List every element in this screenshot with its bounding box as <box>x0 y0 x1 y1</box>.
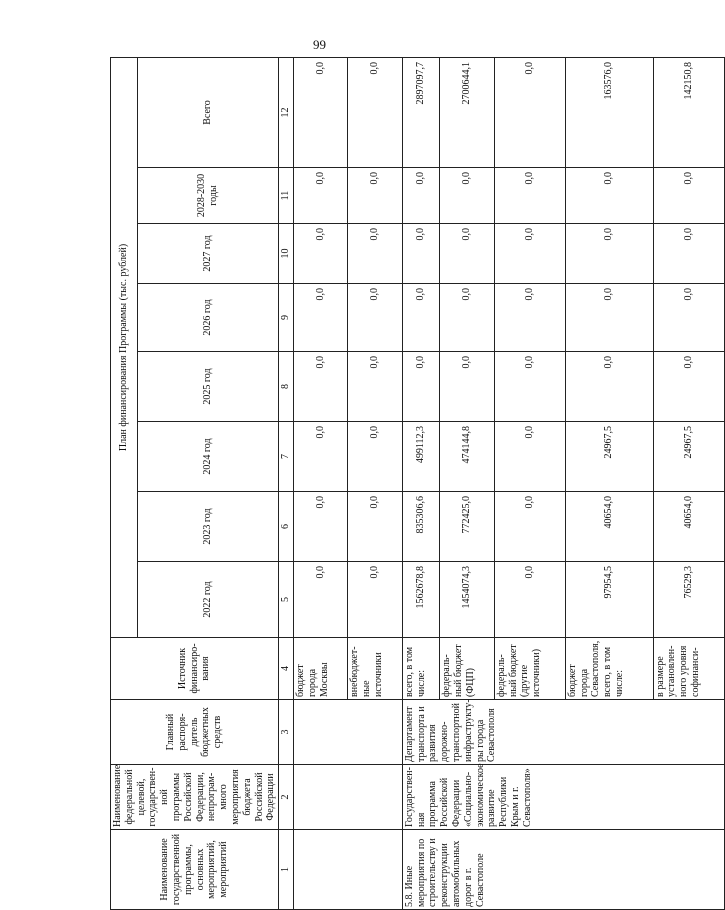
value-cell: 0,0 <box>440 284 494 352</box>
value-cell: 0,0 <box>653 284 724 352</box>
source-cell: федераль-ный бюджет (другие источники) <box>494 638 565 700</box>
value-cell: 0,0 <box>653 352 724 422</box>
value-cell: 1454074,3 <box>440 562 494 638</box>
value-cell: 0,0 <box>440 168 494 224</box>
federal-program-cell: Государствен-ная программа Российской Федерации «Социально-экономическое развитие Республики Крым и г. Севастополя» <box>402 765 724 830</box>
header-year: 2028-2030 годы <box>138 168 279 224</box>
header-source: Источник финансиро-вания <box>111 638 279 700</box>
value-cell: 0,0 <box>565 352 653 422</box>
value-cell: 0,0 <box>565 224 653 284</box>
header-financing-plan: План финансирования Программы (тыс. рублей) <box>111 57 138 637</box>
value-cell: 772425,0 <box>440 492 494 562</box>
value-cell: 0,0 <box>494 284 565 352</box>
value-cell: 835306,6 <box>402 492 440 562</box>
value-cell: 0,0 <box>294 168 348 224</box>
value-cell: 0,0 <box>565 284 653 352</box>
value-cell: 0,0 <box>348 57 402 167</box>
value-cell: 0,0 <box>565 168 653 224</box>
column-index: 10 <box>279 224 294 284</box>
value-cell: 474144,8 <box>440 422 494 492</box>
header-year: 2024 год <box>138 422 279 492</box>
value-cell: 0,0 <box>294 352 348 422</box>
column-index: 11 <box>279 168 294 224</box>
value-cell: 24967,5 <box>565 422 653 492</box>
source-cell: бюджет города Севастополя, всего, в том числе: <box>565 638 653 700</box>
value-cell: 2700644,1 <box>440 57 494 167</box>
value-cell: 0,0 <box>348 562 402 638</box>
value-cell: 0,0 <box>494 57 565 167</box>
value-cell: 76529,3 <box>653 562 724 638</box>
column-index: 12 <box>279 57 294 167</box>
value-cell: 499112,3 <box>402 422 440 492</box>
value-cell: 0,0 <box>348 224 402 284</box>
value-cell: 0,0 <box>294 284 348 352</box>
column-index: 4 <box>279 638 294 700</box>
value-cell: 1562678,8 <box>402 562 440 638</box>
header-federal-program: Наименование федеральной целевой, государствен-ной программы Российской Федерации, непрограм-много мероприятия бюджета Российской Федерации <box>111 765 279 830</box>
header-program: Наименование государственной программы, основных мероприятий, мероприятий <box>111 830 279 910</box>
value-cell: 0,0 <box>402 284 440 352</box>
value-cell: 0,0 <box>294 224 348 284</box>
header-year: 2023 год <box>138 492 279 562</box>
value-cell: 0,0 <box>402 224 440 284</box>
source-cell: в размере установлен-ного уровня софинанси- <box>653 638 724 700</box>
column-index: 3 <box>279 700 294 765</box>
federal-program-cell-empty <box>294 765 403 830</box>
column-index-row <box>279 57 294 909</box>
value-cell: 0,0 <box>440 352 494 422</box>
header-year: 2026 год <box>138 284 279 352</box>
value-cell: 0,0 <box>494 492 565 562</box>
source-cell: всего, в том числе: <box>402 638 440 700</box>
column-index: 5 <box>279 562 294 638</box>
column-index: 8 <box>279 352 294 422</box>
value-cell: 97954,5 <box>565 562 653 638</box>
column-index: 9 <box>279 284 294 352</box>
value-cell: 142150,8 <box>653 57 724 167</box>
value-cell: 24967,5 <box>653 422 724 492</box>
table-row <box>402 57 440 909</box>
financing-table <box>110 57 725 910</box>
value-cell: 0,0 <box>348 492 402 562</box>
value-cell: 0,0 <box>294 422 348 492</box>
value-cell: 0,0 <box>294 57 348 167</box>
page-number: 99 <box>313 37 326 52</box>
value-cell: 0,0 <box>494 168 565 224</box>
value-cell: 0,0 <box>494 352 565 422</box>
value-cell: 0,0 <box>494 562 565 638</box>
source-cell: внебюджет-ные источники <box>348 638 402 700</box>
value-cell: 0,0 <box>294 492 348 562</box>
column-index: 1 <box>279 830 294 910</box>
manager-cell: Департамент транспорта и развития дорожно-транспортной инфраструкту-ры города Севастополя <box>402 700 724 765</box>
table-row <box>294 57 348 909</box>
value-cell: 0,0 <box>494 224 565 284</box>
program-cell: 5.8. Иные мероприятия по строительству и реконструкции автомобильных дорог в г. Севастополе <box>402 830 724 910</box>
value-cell: 0,0 <box>348 352 402 422</box>
value-cell: 0,0 <box>494 422 565 492</box>
value-cell: 0,0 <box>348 168 402 224</box>
column-index: 2 <box>279 765 294 830</box>
header-year: 2022 год <box>138 562 279 638</box>
value-cell: 0,0 <box>440 224 494 284</box>
value-cell: 0,0 <box>402 168 440 224</box>
value-cell: 0,0 <box>653 168 724 224</box>
source-cell: федераль-ный бюджет (ФЦП) <box>440 638 494 700</box>
manager-cell-empty <box>294 700 403 765</box>
value-cell: 0,0 <box>402 352 440 422</box>
value-cell: 0,0 <box>294 562 348 638</box>
value-cell: 0,0 <box>348 284 402 352</box>
value-cell: 2897097,7 <box>402 57 440 167</box>
header-year: 2027 год <box>138 224 279 284</box>
header-manager: Главный распоря-дитель бюджетных средств <box>111 700 279 765</box>
rotated-table-wrapper <box>110 58 701 910</box>
source-cell: бюджет города Москвы <box>294 638 348 700</box>
header-row-1 <box>111 57 138 909</box>
value-cell: 163576,0 <box>565 57 653 167</box>
value-cell: 0,0 <box>653 224 724 284</box>
column-index: 7 <box>279 422 294 492</box>
value-cell: 40654,0 <box>565 492 653 562</box>
header-year: 2025 год <box>138 352 279 422</box>
value-cell: 0,0 <box>348 422 402 492</box>
program-cell-empty <box>294 830 403 910</box>
column-index: 6 <box>279 492 294 562</box>
header-total: Всего <box>138 57 279 167</box>
value-cell: 40654,0 <box>653 492 724 562</box>
